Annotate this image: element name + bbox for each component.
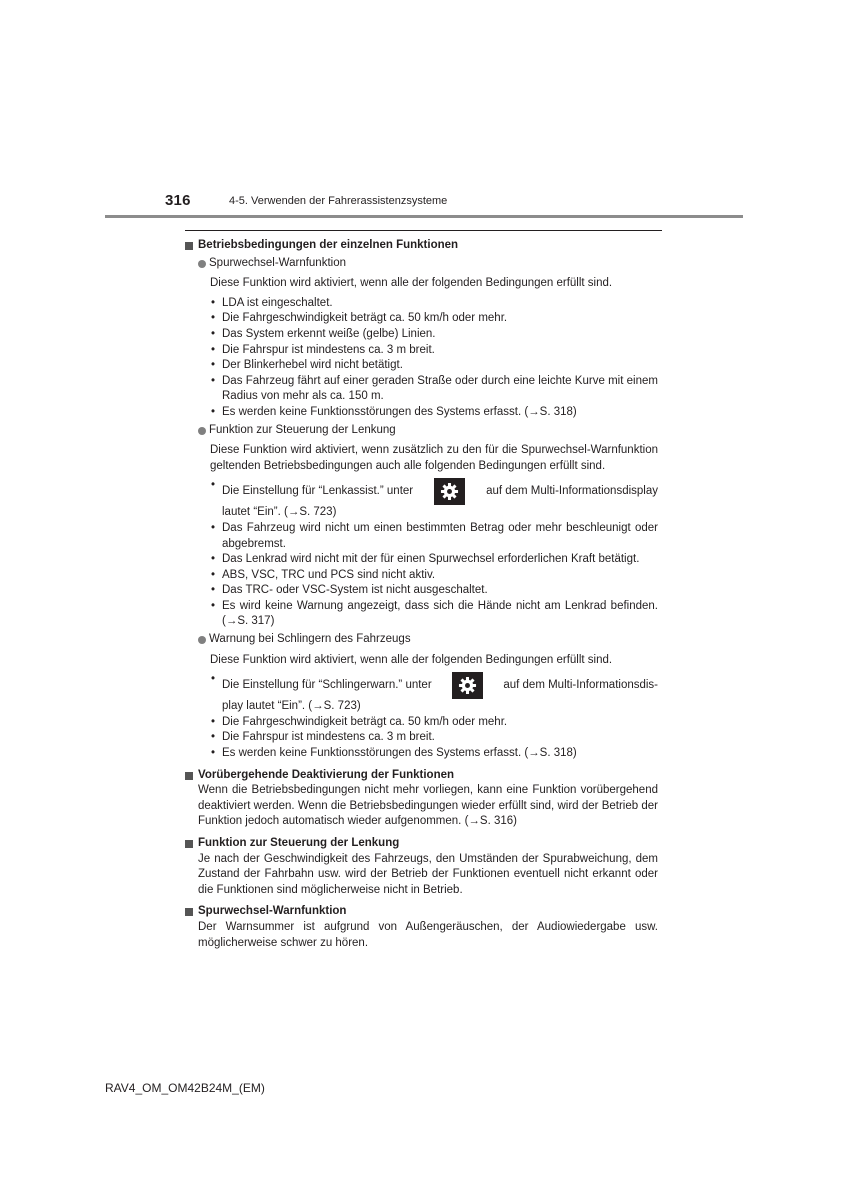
list-item: • Die Fahrgeschwindigkeit beträgt ca. 50 km/h oder mehr. — [210, 715, 658, 731]
list-item: • Das Fahrzeug fährt auf einer geraden Straße oder durch eine leichte Kurve mit einem Radius von mehr als ca. 150 m. — [210, 374, 658, 405]
chapter-title: 4-5. Verwenden der Fahrerassistenzsysteme — [229, 195, 448, 207]
bullet-list — [185, 478, 658, 630]
bullet-list — [185, 672, 658, 761]
content — [185, 234, 658, 951]
list-item: • Die Einstellung für “Lenkassist.” unter auf dem Multi-Informationsdisplay lautet “Ein”. (→S. 723) — [210, 478, 658, 521]
list-item: • Es werden keine Funktionsstörungen des Systems erfasst. (→S. 318) — [210, 746, 658, 762]
settings-gear-icon — [434, 478, 465, 505]
list-item: • Die Fahrgeschwindigkeit beträgt ca. 50 km/h oder mehr. — [210, 311, 658, 327]
list-item: • Die Fahrspur ist mindestens ca. 3 m breit. — [210, 343, 658, 359]
paragraph: Wenn die Betriebsbedingungen nicht mehr vorliegen, kann eine Funktion vorübergehend deaktiviert werden. Wenn die Betriebsbedingungen wieder erfüllt sind, wird der Betrieb der Funktion jedoch automatisch wieder aufgenommen. (→S. 316) — [198, 784, 658, 828]
paragraph: Der Warnsummer ist aufgrund von Außengeräuschen, der Audiowiedergabe usw. möglicherweise schwer zu hören. — [198, 920, 658, 949]
circle-bullet-icon — [198, 636, 206, 644]
square-bullet-icon — [185, 242, 193, 250]
list-item: • Es wird keine Warnung angezeigt, dass sich die Hände nicht am Lenkrad befinden. (→S. 317) — [210, 599, 658, 630]
square-bullet-icon — [185, 908, 193, 916]
paragraph: Diese Funktion wird aktiviert, wenn alle der folgenden Bedingungen erfüllt sind. — [210, 277, 613, 290]
bullet-list — [185, 296, 658, 421]
list-item: • Die Einstellung für “Schlingerwarn.” unter auf dem Multi-Informationsdis- play lautet “Ein”. (→S. 723) — [210, 672, 658, 715]
section-heading: Betriebsbedingungen der einzelnen Funktionen — [185, 238, 658, 254]
list-item: • Das Lenkrad wird nicht mit der für einen Spurwechsel erforderlichen Kraft betätigt. — [210, 552, 658, 568]
paragraph: Je nach der Geschwindigkeit des Fahrzeugs, den Umständen der Spurabweichung, dem Zustand der Fahrbahn usw. wird der Betrieb der Funktionen eventuell nicht erkannt oder die Funktionen sind möglicherweise nicht in Betrieb. — [198, 852, 658, 896]
section-heading: Spurwechsel-Warnfunktion — [185, 904, 658, 920]
circle-bullet-icon — [198, 427, 206, 435]
subsection-heading: Spurwechsel-Warnfunktion — [185, 256, 658, 272]
list-item: • ABS, VSC, TRC und PCS sind nicht aktiv. — [210, 568, 658, 584]
list-item: • Es werden keine Funktionsstörungen des Systems erfasst. (→S. 318) — [210, 405, 658, 421]
paragraph: Diese Funktion wird aktiviert, wenn alle der folgenden Bedingungen erfüllt sind. — [210, 653, 613, 666]
list-item: • Die Fahrspur ist mindestens ca. 3 m breit. — [210, 730, 658, 746]
header-rule — [105, 215, 743, 218]
list-item: • Das TRC- oder VSC-System ist nicht ausgeschaltet. — [210, 583, 658, 599]
section-heading: Vorübergehende Deaktivierung der Funktionen — [185, 768, 658, 784]
settings-gear-icon — [452, 672, 483, 699]
circle-bullet-icon — [198, 260, 206, 268]
subsection-heading: Funktion zur Steuerung der Lenkung — [185, 423, 658, 439]
subsection-heading: Warnung bei Schlingern des Fahrzeugs — [185, 632, 658, 648]
square-bullet-icon — [185, 840, 193, 848]
section-rule — [185, 230, 662, 231]
list-item: • LDA ist eingeschaltet. — [210, 296, 658, 312]
section-heading: Funktion zur Steuerung der Lenkung — [185, 836, 658, 852]
list-item: • Das System erkennt weiße (gelbe) Linien. — [210, 327, 658, 343]
paragraph: Diese Funktion wird aktiviert, wenn zusätzlich zu den für die Spurwechsel-Warnfunktion geltenden Betriebsbedingungen auch alle folgenden Bedingungen erfüllt sind. — [210, 444, 658, 472]
square-bullet-icon — [185, 772, 193, 780]
list-item: • Der Blinkerhebel wird nicht betätigt. — [210, 358, 658, 374]
footer-code: RAV4_OM_OM42B24M_(EM) — [105, 1081, 265, 1095]
list-item: • Das Fahrzeug wird nicht um einen bestimmten Betrag oder mehr beschleunigt oder abgebremst. — [210, 521, 658, 552]
page-number: 316 — [165, 192, 191, 209]
